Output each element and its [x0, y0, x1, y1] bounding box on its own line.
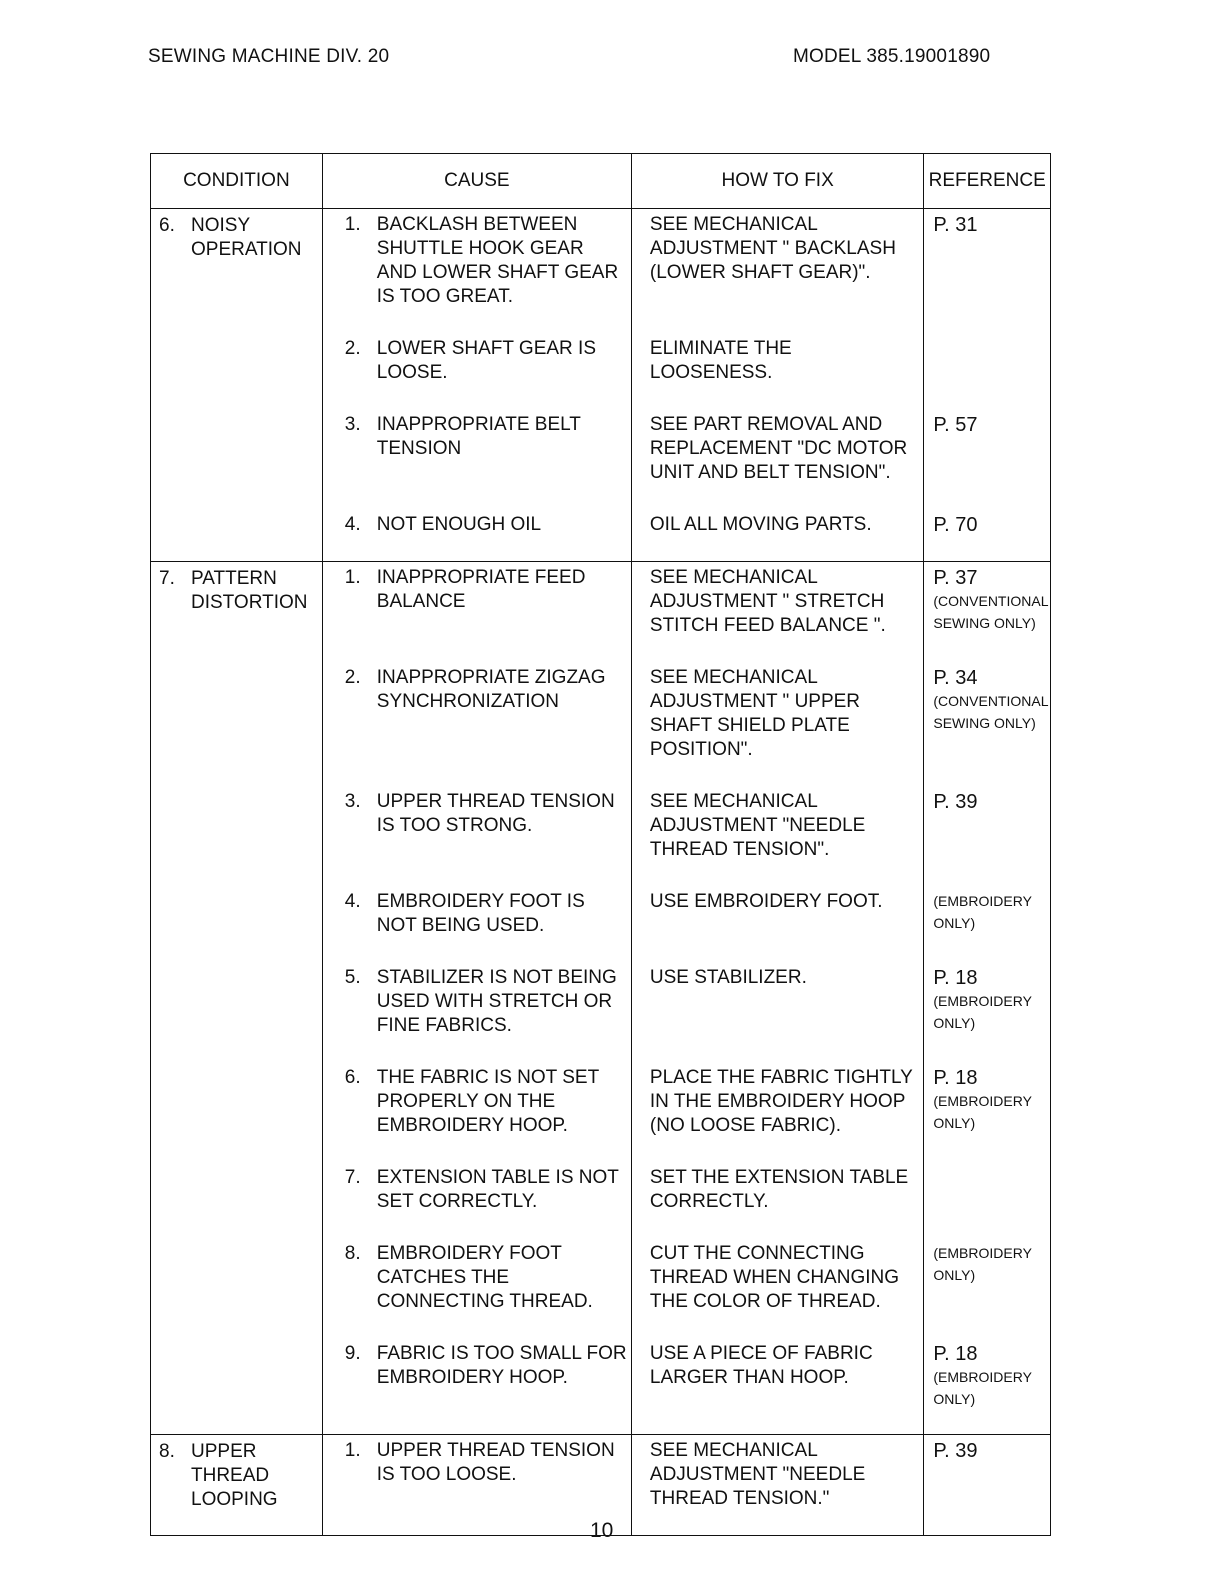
fix-text: SET THE EXTENSION TABLE CORRECTLY.: [649, 1167, 909, 1212]
cause-number: 7.: [344, 1167, 361, 1188]
cause-text: EMBROIDERY FOOT CATCHES THE CONNECTING THREAD.: [376, 1243, 593, 1312]
reference-entry: [924, 209, 1050, 333]
reference-page: P. 70: [933, 514, 978, 536]
fix-cell: [631, 209, 923, 562]
condition-text: PATTERN DISTORTION: [191, 568, 308, 613]
cause-text: UPPER THREAD TENSION IS TOO LOOSE.: [376, 1440, 615, 1485]
cause-number: 1.: [344, 567, 361, 588]
cause-item: [323, 209, 631, 333]
reference-entry: [924, 886, 1050, 962]
column-header-condition: CONDITION: [151, 154, 323, 209]
condition-number: 6.: [159, 215, 175, 236]
cause-text: EXTENSION TABLE IS NOT SET CORRECTLY.: [376, 1167, 619, 1212]
reference-cell: [924, 562, 1051, 1435]
cause-number: 2.: [344, 338, 361, 359]
troubleshooting-table: [150, 153, 1051, 1536]
fix-text: SEE MECHANICAL ADJUSTMENT "NEEDLE THREAD TENSION.": [649, 1440, 866, 1509]
reference-page: P. 57: [933, 414, 978, 436]
cause-number: 4.: [344, 891, 361, 912]
reference-entry: [924, 1435, 1050, 1535]
cause-item: [323, 562, 631, 662]
fix-text: SEE MECHANICAL ADJUSTMENT " STRETCH STITCH FEED BALANCE ".: [649, 567, 886, 636]
condition-row: [151, 562, 1051, 1435]
cause-number: 1.: [344, 1440, 361, 1461]
fix-text: SEE MECHANICAL ADJUSTMENT "NEEDLE THREAD TENSION".: [649, 791, 866, 860]
cause-item: [323, 333, 631, 409]
condition-row: [151, 209, 1051, 562]
fix-text: PLACE THE FABRIC TIGHTLY IN THE EMBROIDERY HOOP (NO LOOSE FABRIC).: [649, 1067, 913, 1136]
cause-text: EMBROIDERY FOOT IS NOT BEING USED.: [376, 891, 585, 936]
fix-text: SEE PART REMOVAL AND REPLACEMENT "DC MOTOR UNIT AND BELT TENSION".: [649, 414, 908, 483]
cause-text: NOT ENOUGH OIL: [376, 514, 542, 535]
cause-number: 1.: [344, 214, 361, 235]
cause-item: [323, 1435, 631, 1535]
reference-note: (EMBROIDERY ONLY): [933, 1093, 1032, 1131]
cause-number: 9.: [344, 1343, 361, 1364]
cause-text: THE FABRIC IS NOT SET PROPERLY ON THE EMBROIDERY HOOP.: [376, 1067, 599, 1136]
page-number: 10: [590, 1519, 614, 1542]
reference-page: P. 18: [933, 1067, 978, 1089]
reference-cell: [924, 1435, 1051, 1536]
reference-entry: [924, 333, 1050, 409]
cause-cell: [322, 209, 631, 562]
condition-number: 7.: [159, 568, 175, 589]
cause-text: INAPPROPRIATE FEED BALANCE: [376, 567, 586, 612]
reference-note: (EMBROIDERY ONLY): [933, 993, 1032, 1031]
cause-number: 3.: [344, 414, 361, 435]
reference-entry: [924, 1338, 1050, 1434]
reference-entry: [924, 1062, 1050, 1162]
reference-page: P. 34: [933, 667, 978, 689]
reference-entry: [924, 962, 1050, 1062]
cause-item: [323, 1162, 631, 1238]
reference-note: (EMBROIDERY ONLY): [933, 893, 1032, 931]
reference-cell: [924, 209, 1051, 562]
reference-note: (EMBROIDERY ONLY): [933, 1369, 1032, 1407]
condition-cell: [151, 1435, 323, 1536]
cause-number: 4.: [344, 514, 361, 535]
cause-item: [323, 1238, 631, 1338]
cause-number: 5.: [344, 967, 361, 988]
reference-note: (CONVENTIONAL SEWING ONLY): [933, 593, 1048, 631]
cause-item: [323, 1062, 631, 1162]
cause-number: 8.: [344, 1243, 361, 1264]
reference-entry: [924, 409, 1050, 509]
reference-page: P. 31: [933, 214, 978, 236]
cause-text: STABILIZER IS NOT BEING USED WITH STRETCH OR FINE FABRICS.: [376, 967, 617, 1036]
column-header-how-to-fix: HOW TO FIX: [631, 154, 923, 209]
reference-entry: [924, 509, 1050, 561]
reference-page: P. 18: [933, 967, 978, 989]
fix-text: CUT THE CONNECTING THREAD WHEN CHANGING THE COLOR OF THREAD.: [649, 1243, 900, 1312]
cause-text: INAPPROPRIATE BELT TENSION: [376, 414, 581, 459]
condition-label: [151, 209, 322, 270]
cause-text: LOWER SHAFT GEAR IS LOOSE.: [376, 338, 597, 383]
reference-page: P. 39: [933, 1440, 978, 1462]
reference-page: P. 39: [933, 791, 978, 813]
condition-label: [151, 1435, 322, 1520]
condition-label: [151, 562, 322, 623]
cause-item: [323, 509, 631, 561]
cause-cell: [322, 562, 631, 1435]
reference-page: P. 18: [933, 1343, 978, 1365]
condition-cell: [151, 209, 323, 562]
table-header-row: [151, 154, 1051, 209]
condition-text: NOISY OPERATION: [191, 215, 302, 260]
condition-number: 8.: [159, 1441, 175, 1462]
column-header-reference: REFERENCE: [924, 154, 1051, 209]
header-left: SEWING MACHINE DIV. 20: [148, 46, 390, 67]
reference-entry: [924, 1238, 1050, 1338]
condition-cell: [151, 562, 323, 1435]
reference-entry: [924, 1162, 1050, 1238]
fix-text: OIL ALL MOVING PARTS.: [649, 514, 872, 535]
cause-text: BACKLASH BETWEEN SHUTTLE HOOK GEAR AND LOWER SHAFT GEAR IS TOO GREAT.: [376, 214, 619, 307]
reference-entry: [924, 562, 1050, 662]
fix-text: USE A PIECE OF FABRIC LARGER THAN HOOP.: [649, 1343, 873, 1388]
reference-page: P. 37: [933, 567, 978, 589]
fix-text: SEE MECHANICAL ADJUSTMENT " BACKLASH (LOWER SHAFT GEAR)".: [649, 214, 896, 283]
reference-entry: [924, 662, 1050, 786]
cause-item: [323, 962, 631, 1062]
header-right: MODEL 385.19001890: [793, 46, 991, 67]
fix-cell: [631, 562, 923, 1435]
reference-entry: [924, 786, 1050, 886]
cause-item: [323, 662, 631, 786]
cause-number: 2.: [344, 667, 361, 688]
cause-text: UPPER THREAD TENSION IS TOO STRONG.: [376, 791, 615, 836]
cause-text: FABRIC IS TOO SMALL FOR EMBROIDERY HOOP.: [376, 1343, 627, 1388]
reference-note: (EMBROIDERY ONLY): [933, 1245, 1032, 1283]
fix-text: ELIMINATE THE LOOSENESS.: [649, 338, 792, 383]
cause-item: [323, 786, 631, 886]
cause-item: [323, 409, 631, 509]
cause-item: [323, 886, 631, 962]
fix-text: SEE MECHANICAL ADJUSTMENT " UPPER SHAFT SHIELD PLATE POSITION".: [649, 667, 861, 760]
fix-text: USE EMBROIDERY FOOT.: [649, 891, 883, 912]
cause-cell: [322, 1435, 631, 1536]
table-body: [151, 209, 1051, 1536]
condition-text: UPPER THREAD LOOPING: [191, 1441, 278, 1510]
cause-number: 3.: [344, 791, 361, 812]
cause-text: INAPPROPRIATE ZIGZAG SYNCHRONIZATION: [376, 667, 606, 712]
fix-cell: [631, 1435, 923, 1536]
column-header-cause: CAUSE: [322, 154, 631, 209]
cause-number: 6.: [344, 1067, 361, 1088]
fix-text: USE STABILIZER.: [649, 967, 807, 988]
cause-item: [323, 1338, 631, 1434]
reference-note: (CONVENTIONAL SEWING ONLY): [933, 693, 1048, 731]
